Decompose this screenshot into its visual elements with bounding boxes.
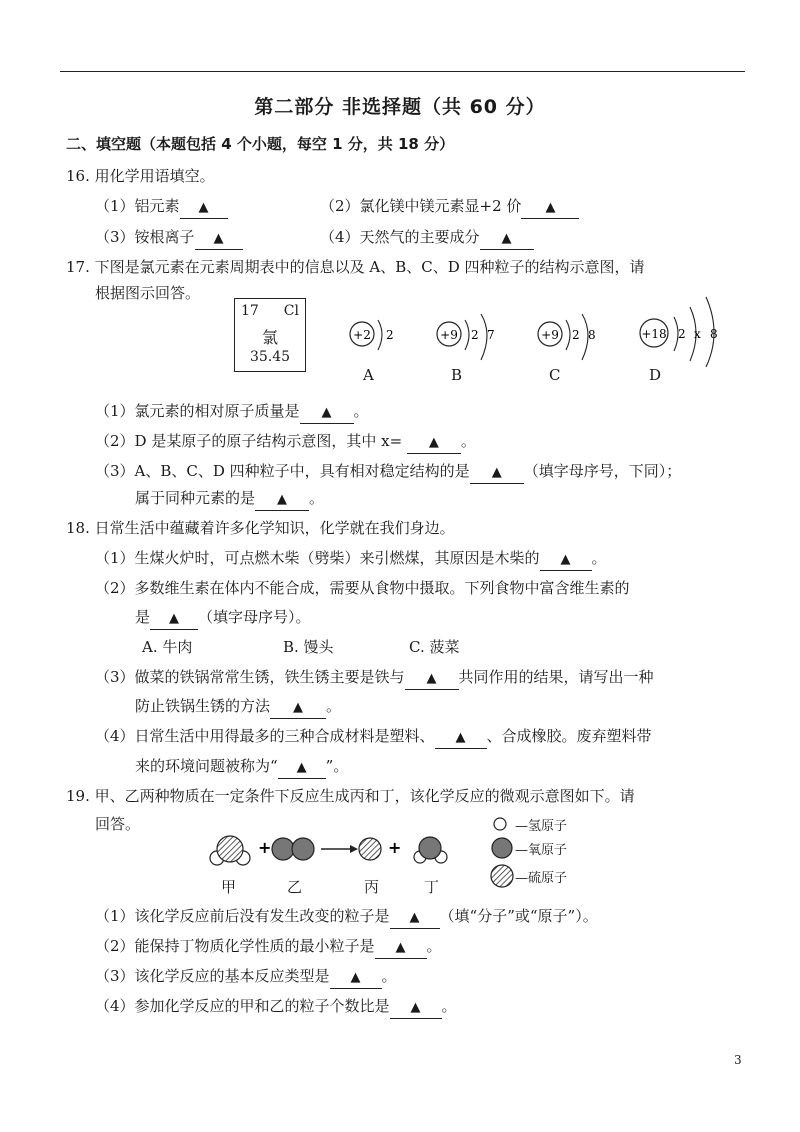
- answer-blank[interactable]: [330, 966, 382, 989]
- oxygen-atom-icon: [492, 838, 512, 858]
- molecule-label-ding: 丁: [424, 878, 440, 896]
- blank-triangle-icon: ▲: [491, 465, 502, 480]
- q19-item-4-text: （4）参加化学反应的甲和乙的粒子个数比是: [95, 997, 390, 1015]
- nucleus-charge: +2: [353, 328, 371, 342]
- blank-triangle-icon: ▲: [395, 940, 406, 955]
- atomic-number: 17: [241, 303, 259, 319]
- molecule-ding-icon: [414, 837, 447, 863]
- blank-triangle-icon: ▲: [213, 231, 224, 246]
- blank-triangle-icon: ▲: [198, 200, 209, 215]
- q19-item-4-end: 。: [441, 997, 457, 1015]
- electron-count: 2: [678, 327, 686, 341]
- q17-stem-line1: 17. 下图是氯元素在元素周期表中的信息以及 A、B、C、D 四种粒子的结构示意图，请: [66, 258, 645, 276]
- q19-item-2-end: 。: [426, 937, 442, 955]
- q18-option-c[interactable]: C. 菠菜: [409, 638, 460, 656]
- nucleus-charge: +9: [541, 328, 559, 342]
- blank-triangle-icon: ▲: [409, 910, 420, 925]
- element-symbol: Cl: [283, 303, 299, 319]
- q19-item-4: [95, 996, 457, 1019]
- q19-item-2: [95, 936, 442, 959]
- q18-option-b[interactable]: B. 馒头: [283, 638, 334, 656]
- q18-item-4-end: 、合成橡胶。废弃塑料带: [486, 727, 652, 745]
- q18-item-4b-end: ”。: [325, 757, 349, 775]
- part-heading: 二、填空题（本题包括 4 个小题，每空 1 分，共 18 分）: [66, 135, 455, 153]
- q17-item-3b-end: 。: [309, 489, 325, 507]
- atomic-mass: 35.45: [249, 349, 291, 365]
- q18-item-3b-text: 防止铁锅生锈的方法: [135, 697, 271, 715]
- electron-count: x: [694, 327, 701, 341]
- legend-sulfur: —硫原子: [515, 871, 568, 886]
- blank-triangle-icon: ▲: [293, 700, 304, 715]
- legend-hydrogen: —氢原子: [515, 819, 568, 834]
- section-title: 第二部分 非选择题（共 60 分）: [254, 96, 546, 118]
- blank-triangle-icon: ▲: [410, 1000, 421, 1015]
- q17-item-1-end: 。: [353, 402, 369, 420]
- electron-count: 8: [710, 327, 718, 341]
- blank-triangle-icon: ▲: [321, 405, 332, 420]
- blank-triangle-icon: ▲: [455, 730, 466, 745]
- q19-item-3-end: 。: [381, 967, 397, 985]
- molecule-label-bing: 丙: [364, 878, 380, 896]
- q19-stem-line2: 回答。: [95, 815, 141, 833]
- q18-item-1-end: 。: [591, 549, 607, 567]
- q19-item-1-text: （1）该化学反应前后没有发生改变的粒子是: [95, 907, 390, 925]
- q16-item-3-text: （3）铵根离子: [95, 228, 195, 246]
- blank-triangle-icon: ▲: [560, 552, 571, 567]
- element-name: 氯: [261, 328, 278, 347]
- q17-item-1-text: （1）氯元素的相对原子质量是: [95, 402, 300, 420]
- q18-item-1-text: （1）生煤火炉时，可点燃木柴（劈柴）来引燃煤，其原因是木柴的: [95, 549, 540, 567]
- q18-item-3b-end: 。: [326, 697, 342, 715]
- q17-item-2-text: （2）D 是某原子的原子结构示意图，其中 x=: [95, 432, 407, 450]
- q19-item-1: [95, 906, 598, 929]
- nucleus-charge: +18: [641, 327, 667, 341]
- electron-count: 2: [471, 328, 479, 342]
- q18-stem: 18. 日常生活中蕴藏着许多化学知识，化学就在我们身边。: [66, 519, 455, 537]
- particle-label-a: A: [363, 366, 374, 384]
- particle-label-c: C: [549, 366, 561, 384]
- q18-item-3-end: 共同作用的结果，请写出一种: [458, 668, 654, 686]
- q19-item-1-end: （填“分子”或“原子”）。: [439, 907, 598, 925]
- q17-item-2-end: 。: [460, 432, 476, 450]
- blank-triangle-icon: ▲: [277, 492, 288, 507]
- page-number: 3: [734, 1053, 742, 1067]
- q18-item-2b-end: （填字母序号）。: [198, 608, 311, 626]
- q18-item-2b-text: 是: [135, 608, 151, 626]
- q18-item-2: （2）多数维生素在体内不能合成，需要从食物中摄取。下列食物中富含维生素的: [95, 579, 630, 597]
- q18-item-3-text: （3）做菜的铁锅常常生锈，铁生锈主要是铁与: [95, 668, 405, 686]
- particle-label-d: D: [649, 366, 662, 384]
- q16-item-2-text: （2）氯化镁中镁元素显+2 价: [320, 197, 522, 215]
- legend-oxygen: —氧原子: [515, 843, 568, 858]
- blank-triangle-icon: ▲: [501, 231, 512, 246]
- plus-sign: +: [388, 838, 402, 857]
- electron-count: 2: [386, 328, 394, 342]
- blank-triangle-icon: ▲: [426, 671, 437, 686]
- q17-item-3-end: （填字母序号，下同）；: [523, 462, 682, 480]
- answer-blank[interactable]: [390, 906, 440, 929]
- q19-item-3: [95, 966, 397, 989]
- molecule-jia-icon: [210, 836, 250, 865]
- plus-sign: +: [258, 838, 272, 857]
- answer-blank[interactable]: [390, 996, 442, 1019]
- q18-item-4-text: （4）日常生活中用得最多的三种合成材料是塑料、: [95, 727, 435, 745]
- q18-item-4b-text: 来的环境问题被称为“: [135, 757, 278, 775]
- q17-item-3b-text: 属于同种元素的是: [135, 489, 256, 507]
- q16-item-4-text: （4）天然气的主要成分: [320, 228, 480, 246]
- particle-label-b: B: [451, 366, 463, 384]
- electron-count: 7: [487, 328, 495, 342]
- q19-item-3-text: （3）该化学反应的基本反应类型是: [95, 967, 330, 985]
- nucleus-charge: +9: [440, 328, 458, 342]
- blank-triangle-icon: ▲: [350, 970, 361, 985]
- q16-item-1-text: （1）铝元素: [95, 197, 180, 215]
- q17-stem-line2: 根据图示回答。: [95, 284, 201, 302]
- answer-blank[interactable]: [375, 936, 427, 959]
- q19-stem-line1: 19. 甲、乙两种物质在一定条件下反应生成丙和丁，该化学反应的微观示意图如下。请: [66, 787, 635, 805]
- q17-item-3-text: （3）A、B、C、D 四种粒子中，具有相对稳定结构的是: [95, 462, 470, 480]
- molecule-label-yi: 乙: [287, 878, 303, 896]
- arrow-icon: [321, 845, 358, 853]
- blank-triangle-icon: ▲: [169, 611, 180, 626]
- molecule-yi-icon: [272, 838, 314, 860]
- blank-triangle-icon: ▲: [428, 435, 439, 450]
- blank-triangle-icon: ▲: [296, 760, 307, 775]
- q16-stem: 16. 用化学用语填空。: [66, 167, 215, 185]
- molecule-bing-icon: [359, 838, 381, 860]
- electron-count: 2: [572, 328, 580, 342]
- q19-item-2-text: （2）能保持丁物质化学性质的最小粒子是: [95, 937, 375, 955]
- molecule-label-jia: 甲: [221, 878, 237, 896]
- q18-option-a[interactable]: A. 牛肉: [142, 638, 193, 656]
- hydrogen-atom-icon: [494, 818, 506, 830]
- sulfur-atom-icon: [491, 865, 513, 887]
- electron-count: 8: [588, 328, 596, 342]
- blank-triangle-icon: ▲: [545, 200, 556, 215]
